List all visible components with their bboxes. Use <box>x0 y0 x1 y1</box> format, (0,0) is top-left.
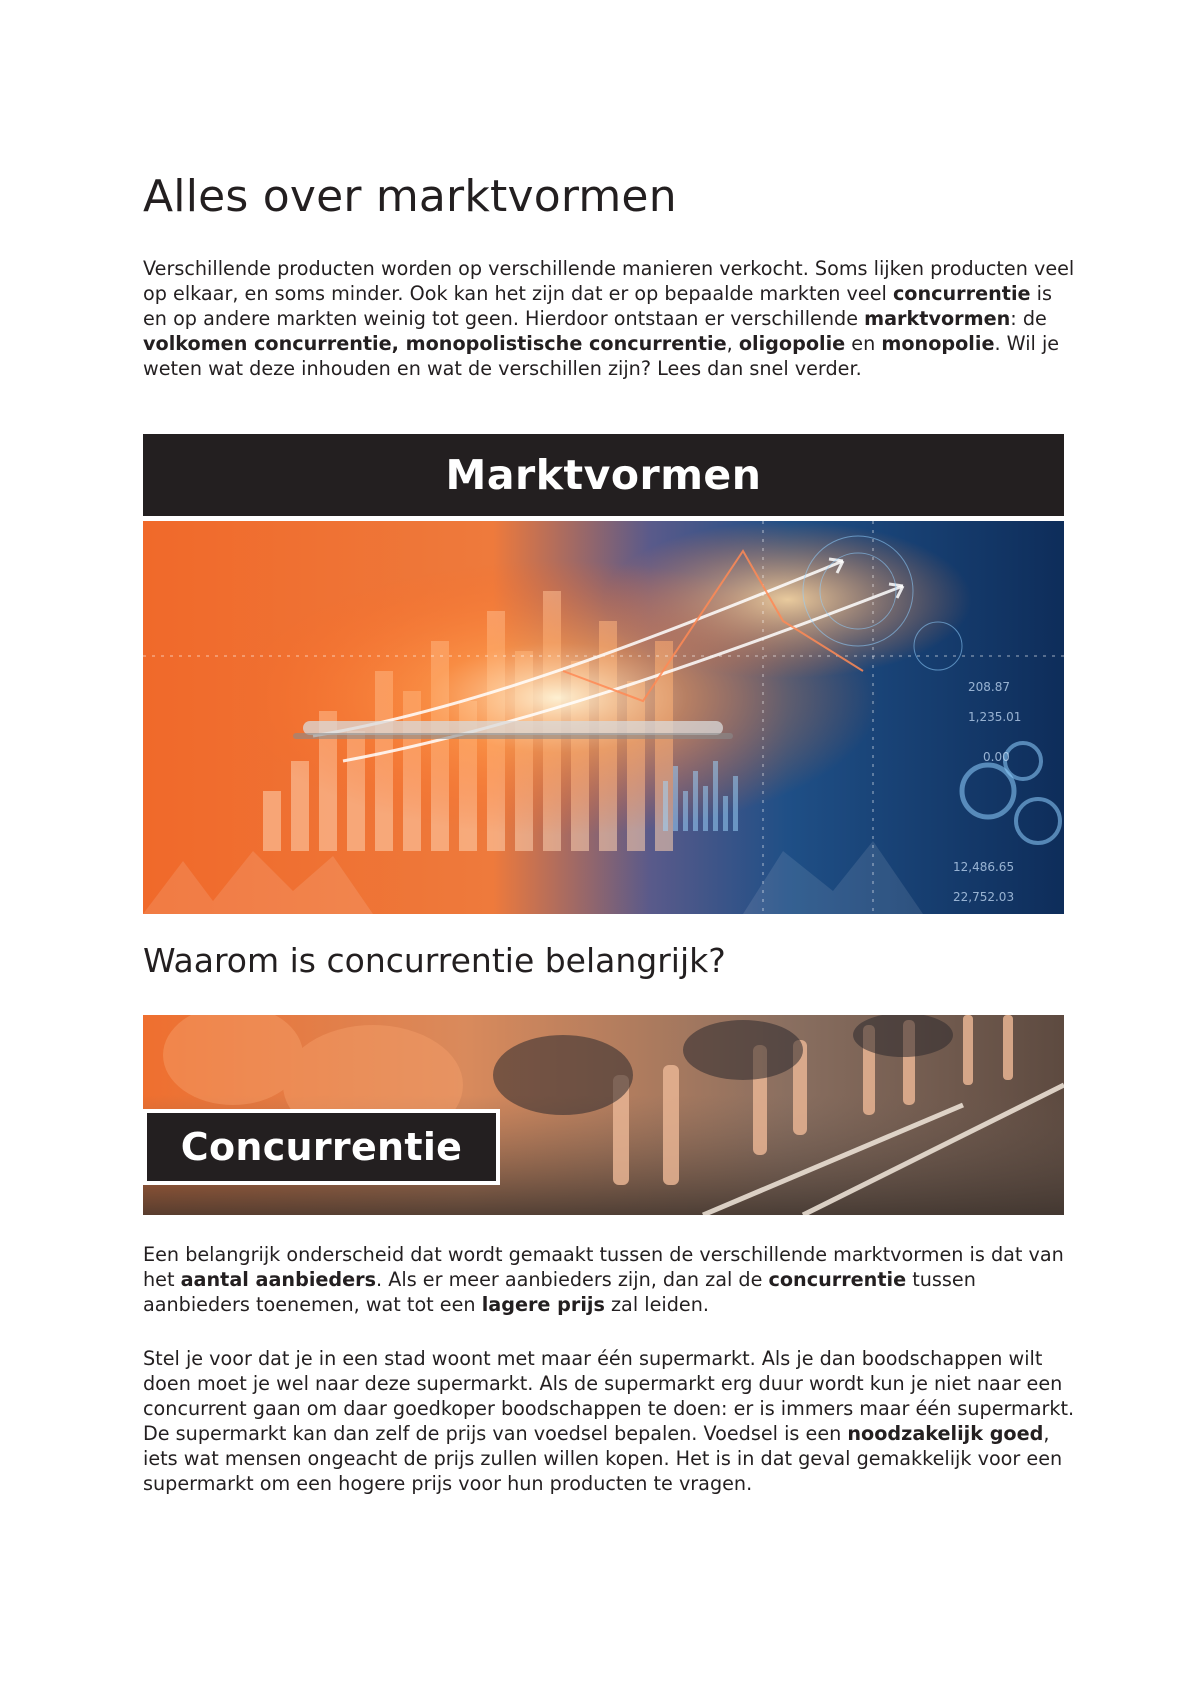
page-title: Alles over marktvormen <box>143 171 677 222</box>
hero-figure-5: 12,486.65 <box>953 860 1015 874</box>
text-run: Verschillende producten worden op verschillende manieren verkocht. Soms lijken producten veel op elkaar, en soms minder. Ook kan het zijn dat er op bepaalde markten veel <box>143 257 1075 305</box>
text-run: , <box>726 332 739 355</box>
text-run: tussen aanbieders toenemen, wat tot een <box>143 1268 976 1316</box>
hero-figure-2: 1,235.01 <box>968 710 1022 724</box>
bold-term: monopolie <box>881 332 995 355</box>
text-run: Stel je voor dat je in een stad woont met maar één supermarkt. Als je dan boodschappen wilt doen moet je wel naar deze supermarkt. Als de supermarkt erg duur wordt kun je niet naar een concurrent gaan om daar goedkoper boodschappen te doen: er is immers maar één supermarkt. De supermarkt kan dan zelf de prijs van voedsel bepalen. Voedsel is een <box>143 1347 1075 1445</box>
text-run: . Als er meer aanbieders zijn, dan zal de <box>376 1268 769 1291</box>
marktvormen-banner-header <box>143 434 1064 516</box>
bold-term: concurrentie <box>768 1268 907 1291</box>
text-run: is en op andere markten weinig tot geen. Hierdoor ontstaan er verschillende <box>143 282 1052 330</box>
body-paragraph-2 <box>143 1346 1078 1496</box>
bold-term: oligopolie <box>738 332 846 355</box>
text-run: . Wil je weten wat deze inhouden en wat de verschillen zijn? Lees dan snel verder. <box>143 332 1060 380</box>
bold-term: noodzakelijk goed <box>847 1422 1044 1445</box>
marktvormen-banner-image <box>143 521 1064 914</box>
section-title: Waarom is concurrentie belangrijk? <box>143 941 726 980</box>
marktvormen-banner-label: Marktvormen <box>445 451 762 499</box>
text-run: en <box>845 332 882 355</box>
bold-term: volkomen concurrentie, monopolistische concurrentie <box>143 332 727 355</box>
intro-paragraph <box>143 256 1078 381</box>
hero-figure-1: 208.87 <box>968 680 1010 694</box>
text-run: , iets wat mensen ongeacht de prijs zullen willen kopen. Het is in dat geval gemakkelijk voor een supermarkt om een hogere prijs voor hun producten te vragen. <box>143 1422 1063 1495</box>
concurrentie-banner-header <box>143 1109 500 1185</box>
text-run: zal leiden. <box>604 1293 709 1316</box>
hero-figure-4: 22,752.03 <box>953 890 1015 904</box>
text-run: : de <box>1010 307 1047 330</box>
bold-term: lagere prijs <box>481 1293 605 1316</box>
bold-term: aantal aanbieders <box>180 1268 377 1291</box>
bold-term: marktvormen <box>864 307 1011 330</box>
concurrentie-banner-label: Concurrentie <box>180 1125 463 1169</box>
body-paragraph-1 <box>143 1242 1078 1317</box>
bold-term: concurrentie <box>892 282 1031 305</box>
text-run: Een belangrijk onderscheid dat wordt gemaakt tussen de verschillende marktvormen is dat van het <box>143 1243 1064 1291</box>
hero-figure-3: 0.00 <box>983 750 1010 764</box>
